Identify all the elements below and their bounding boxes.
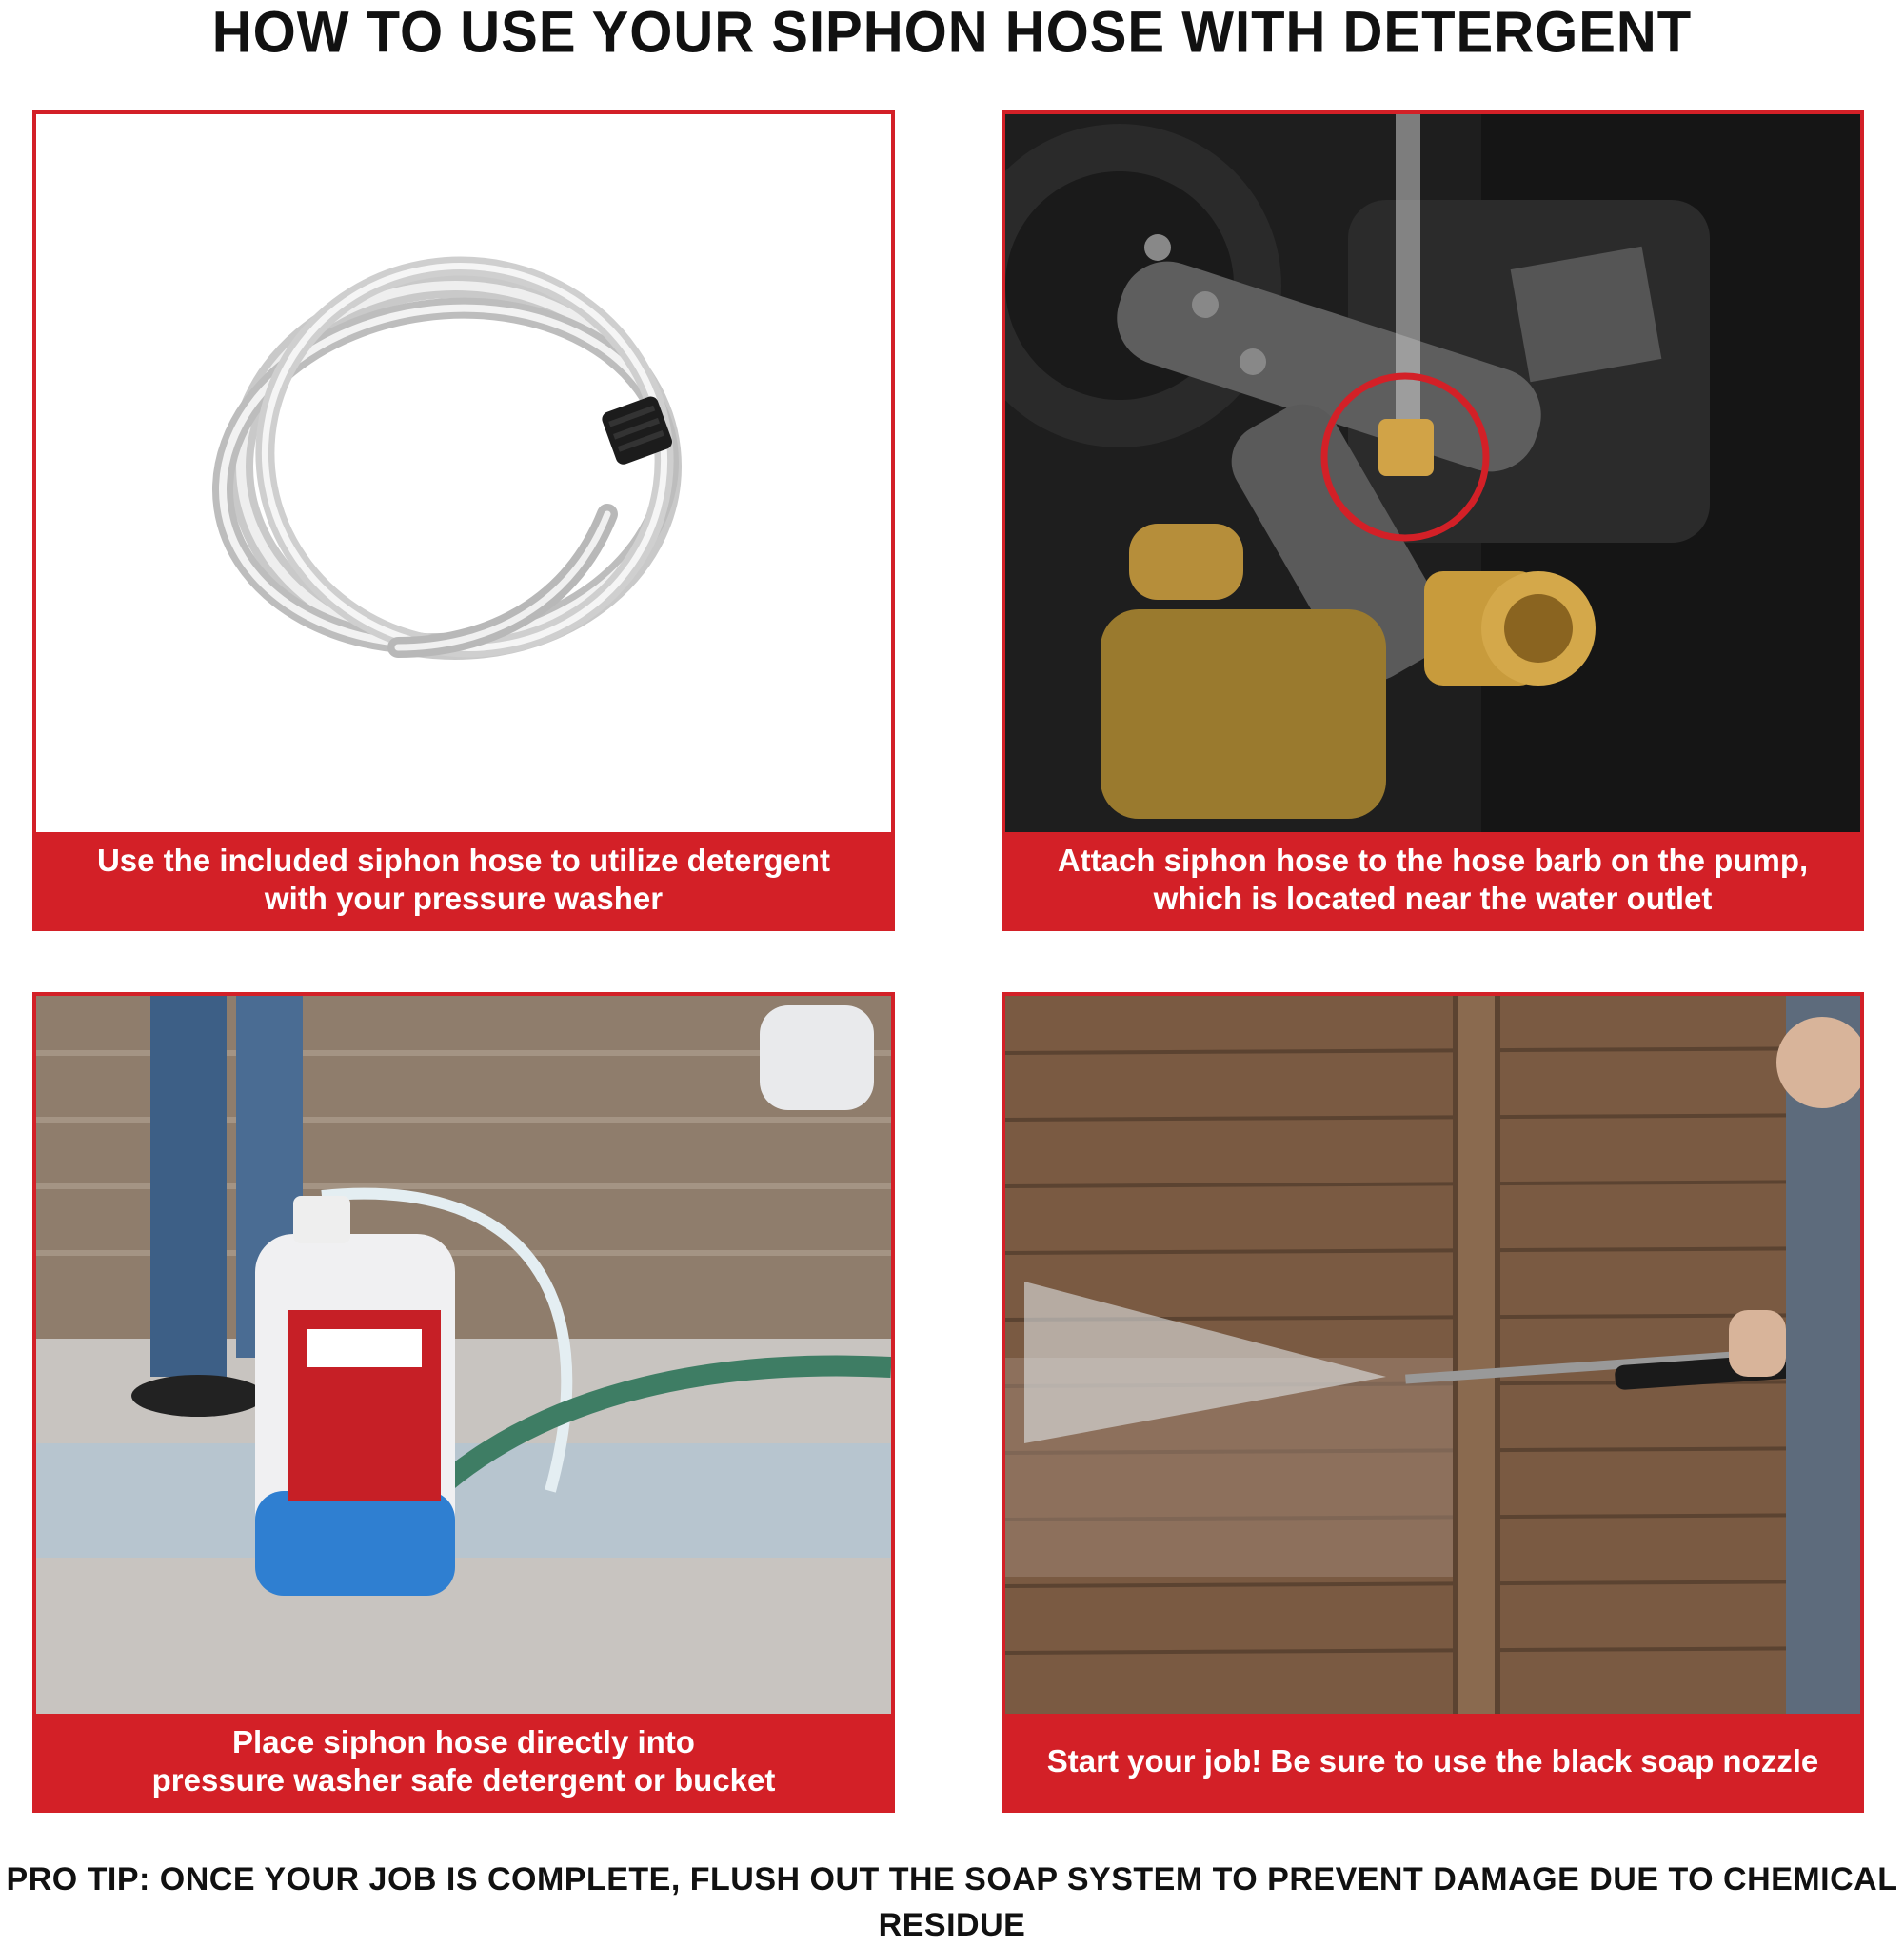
siphon-hose-image — [36, 114, 891, 832]
page-title: HOW TO USE YOUR SIPHON HOSE WITH DETERGENT — [211, 0, 1693, 66]
caption-line: Place siphon hose directly into — [232, 1724, 695, 1759]
pump-hose-barb-image — [1005, 114, 1860, 832]
caption-line: Start your job! Be sure to use the black soap nozzle — [1046, 1743, 1819, 1779]
step-panel-2 — [1002, 110, 1864, 931]
caption-line: Attach siphon hose to the hose barb on the pump, — [1057, 843, 1809, 878]
step-panel-4 — [1002, 992, 1864, 1813]
step-caption-3 — [36, 1714, 891, 1809]
step-panel-1 — [32, 110, 895, 931]
pro-tip-text: PRO TIP: ONCE YOUR JOB IS COMPLETE, FLUSH OUT THE SOAP SYSTEM TO PREVENT DAMAGE DUE TO CHEMICAL RESIDUE — [6, 1861, 1898, 1943]
caption-line: pressure washer safe detergent or bucket — [151, 1762, 776, 1798]
step-panel-3 — [32, 992, 895, 1813]
step-caption-1 — [36, 832, 891, 927]
caption-line: which is located near the water outlet — [1153, 881, 1713, 916]
caption-line: Use the included siphon hose to utilize detergent — [96, 843, 831, 878]
caption-line: with your pressure washer — [264, 881, 664, 916]
detergent-bottle — [255, 1196, 455, 1596]
detergent-bottle-image — [36, 996, 891, 1714]
step-caption-2 — [1005, 832, 1860, 927]
spraying-fence-image — [1005, 996, 1860, 1714]
step-caption-4 — [1005, 1714, 1860, 1809]
